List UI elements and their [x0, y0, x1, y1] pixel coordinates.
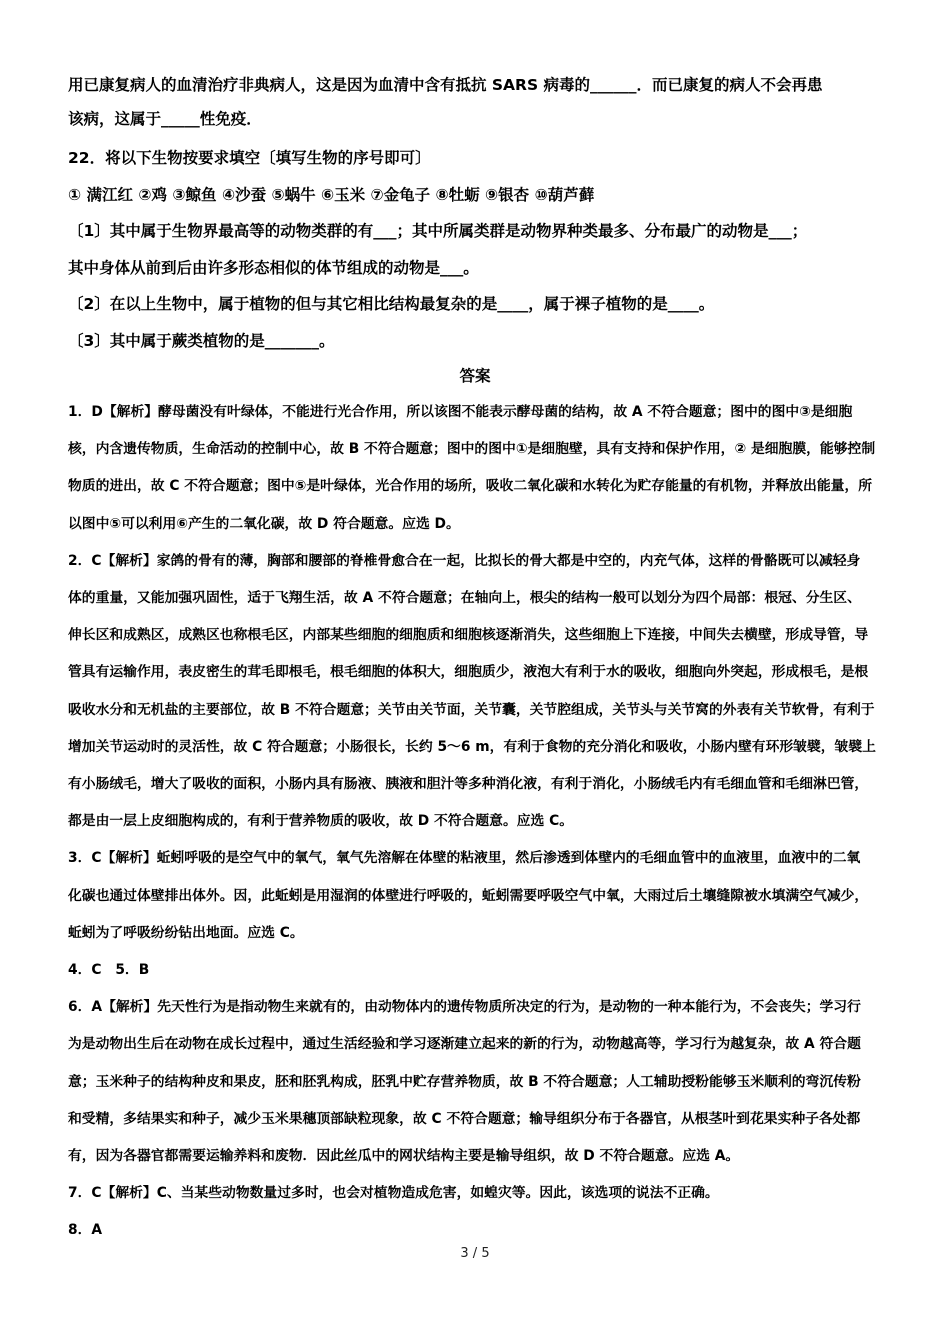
text-line: 该病，这属于_____性免疫．: [68, 110, 262, 128]
text-line: ① 满江红 ②鸡 ③鲸鱼 ④沙蚕 ⑤蜗牛 ⑥玉米 ⑦金龟子 ⑧牡蛎 ⑨银杏 ⑩葫芦藓: [68, 185, 595, 204]
text-line: 其中身体从前到后由许多形态相似的体节组成的动物是___。: [68, 258, 479, 277]
answer-line: 都是由一层上皮细胞构成的，有利于营养物质的吸收，故 D 不符合题意。应选 C。: [68, 813, 574, 830]
answer-line: 有，因为各器官都需要运输养料和废物．因此丝瓜中的网状结构主要是输导组织，故 D 不符合题意。应选 A。: [68, 1148, 740, 1165]
text-line: 〔1〕其中属于生物界最高等的动物类群的有___；其中所属类群是动物界种类最多、分布最广的动物是___；: [68, 222, 808, 241]
question-21-tail: [68, 68, 888, 136]
answer-line: 化碳也通过体壁排出体外。因，此蚯蚓是用湿润的体壁进行呼吸的，蚯蚓需要呼吸空气中氧，大雨过后土壤缝隙被水填满空气减少，: [68, 887, 869, 904]
answer-line: 6．A【解析】先天性行为是指动物生来就有的，由动物体内的遗传物质所决定的行为，是动物的一种本能行为，不会丧失；学习行: [68, 999, 861, 1016]
answer-line: 1．D【解析】酵母菌没有叶绿体，不能进行光合作用，所以该图不能表示酵母菌的结构，故 A 不符合题意；图中的图中③是细胞: [68, 404, 853, 420]
answer-line: 有小肠绒毛，增大了吸收的面积，小肠内具有肠液、胰液和胆汁等多种消化液，有利于消化，小肠绒毛内有毛细血管和毛细淋巴管，: [68, 776, 869, 793]
text-line: 〔3〕其中属于蕨类植物的是_______。: [68, 331, 335, 350]
answer-line: 以图中⑤可以利用⑥产生的二氧化碳，故 D 符合题意。应选 D。: [68, 515, 460, 532]
answer-line: 为是动物出生后在动物在成长过程中，通过生活经验和学习逐渐建立起来的新的行为，动物越高等，学习行为越复杂，故 A 符合题: [68, 1036, 861, 1053]
answer-line: 增加关节运动时的灵活性，故 C 符合题意；小肠很长，长约 5～6 m，有利于食物的充分消化和吸收，小肠内壁有环形皱襞，皱襞上: [68, 738, 876, 755]
answer-line: 2．C【解析】家鸽的骨有的薄，胸部和腰部的脊椎骨愈合在一起，比拟长的骨大都是中空的，内充气体，这样的骨骼既可以减轻身: [68, 552, 861, 569]
answer-line: 和受精，多结果实和种子，减少玉米果穗顶部缺粒现象，故 C 不符合题意；输导组织分布于各器官，从根茎叶到花果实种子各处都: [68, 1110, 861, 1127]
answer-line: 7．C【解析】C、当某些动物数量过多时，也会对植物造成危害，如蝗灾等。因此，该选项的说法不正确。: [68, 1185, 719, 1202]
answer-line: 体的重量，又能加强巩固性，适于飞翔生活，故 A 不符合题意；在轴向上，根尖的结构一般可以划分为四个局部：根冠、分生区、: [68, 590, 861, 607]
answers-section: [68, 394, 886, 1250]
answer-line: 3．C【解析】蚯蚓呼吸的是空气中的氧气，氧气先溶解在体壁的粘液里，然后渗透到体壁内的毛细血管中的血液里，血液中的二氧: [68, 850, 861, 867]
answer-line: 意；玉米种子的结构种皮和果皮，胚和胚乳构成，胚乳中贮存营养物质，故 B 不符合题意；人工辅助授粉能够玉米顺利的弯沉传粉: [68, 1073, 861, 1090]
answer-line: 管具有运输作用，表皮密生的茸毛即根毛，根毛细胞的体积大，细胞质少，液泡大有利于水的吸收，细胞向外突起，形成根毛，是根: [68, 664, 869, 681]
answer-line: 吸收水分和无机盐的主要部位，故 B 不符合题意；关节由关节面，关节囊，关节腔组成，关节头与关节窝的外表有关节软骨，有利于: [68, 701, 875, 718]
answers-title: 答案: [459, 367, 491, 385]
answer-line: 8．A: [68, 1222, 103, 1239]
question-22: [68, 140, 888, 360]
page-number: 3 / 5: [460, 1246, 490, 1261]
answer-line: 物质的进出，故 C 不符合题意；图中⑤是叶绿体，光合作用的场所，吸收二氧化碳和水转化为贮存能量的有机物，并释放出能量，所: [68, 478, 873, 495]
answer-line: 蚯蚓为了呼吸纷纷钻出地面。应选 C。: [68, 924, 304, 941]
answer-line: 伸长区和成熟区，成熟区也称根毛区，内部某些细胞的细胞质和细胞核逐渐消失，这些细胞上下连接，中间失去横壁，形成导管，导: [68, 627, 869, 644]
answer-line: 核，内含遗传物质，生命活动的控制中心，故 B 不符合题意；图中的图中①是细胞壁，具有支持和保护作用，② 是细胞膜，能够控制: [68, 441, 876, 458]
text-line: 22．将以下生物按要求填空〔填写生物的序号即可〕: [68, 149, 431, 167]
text-line: 〔2〕在以上生物中，属于植物的但与其它相比结构最复杂的是____，属于裸子植物的是____。: [68, 295, 715, 314]
text-line: 用已康复病人的血清治疗非典病人，这是因为血清中含有抵抗 SARS 病毒的______．而已康复的病人不会再患: [68, 76, 823, 94]
answer-line: 4．C 5．B: [68, 962, 150, 979]
